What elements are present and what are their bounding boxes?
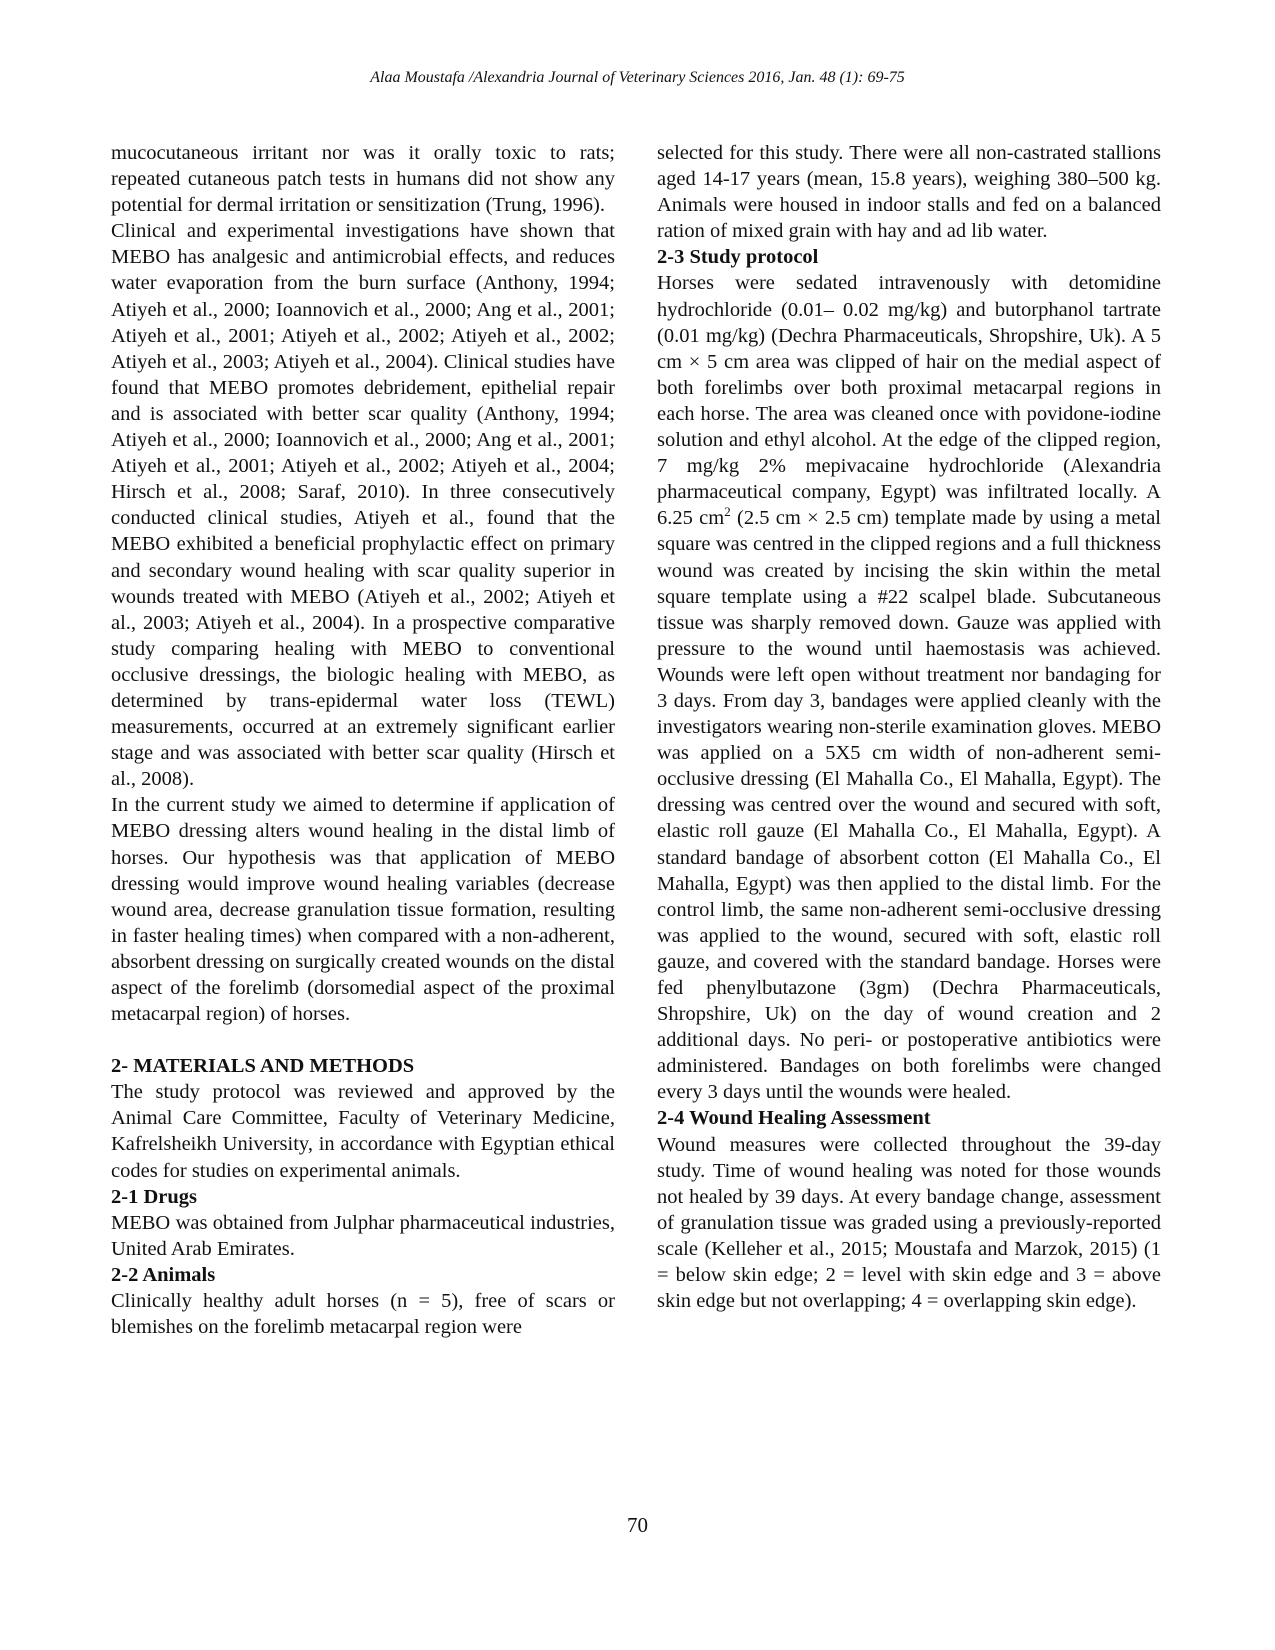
subheading-animals: 2-2 Animals xyxy=(111,1263,216,1286)
running-header: Alaa Moustafa /Alexandria Journal of Veterinary Sciences 2016, Jan. 48 (1): 69-75 xyxy=(370,69,905,86)
page-number: 70 xyxy=(627,1513,648,1537)
paragraph-methods-intro: The study protocol was reviewed and approved by the Animal Care Committee, Faculty of Veterinary Medicine, Kafrelsheikh University, in accordance with Egyptian ethical codes for studies on experimental animals. xyxy=(111,1081,615,1182)
section-heading-materials-methods: 2- MATERIALS AND METHODS xyxy=(111,1055,415,1078)
right-column xyxy=(657,140,1161,1314)
paragraph-clinical-investigations: Clinical and experimental investigations have shown that MEBO has analgesic and antimicrobial effects, and reduces water evaporation from the burn surface (Anthony, 1994; Atiyeh et al., 2000; Ioannovich et al., 2000; Ang et al., 2001; Atiyeh et al., 2001; Atiyeh et al., 2002; Atiyeh et al., 2002; Atiyeh et al., 2003; Atiyeh et al., 2004). Clinical studies have found that MEBO promotes debridement, epithelial repair and is associated with better scar quality (Anthony, 1994; Atiyeh et al., 2000; Ioannovich et al., 2000; Ang et al., 2001; Atiyeh et al., 2001; Atiyeh et al., 2002; Atiyeh et al., 2004; Hirsch et al., 2008; Saraf, 2010). In three consecutively conducted clinical studies, Atiyeh et al., found that the MEBO exhibited a beneficial prophylactic effect on primary and secondary wound healing with scar quality superior in wounds treated with MEBO (Atiyeh et al., 2002; Atiyeh et al., 2003; Atiyeh et al., 2004). In a prospective comparative study comparing healing with MEBO to conventional occlusive dressings, the biologic healing with MEBO, as determined by trans-epidermal water loss (TEWL) measurements, occurred at an extremely significant earlier stage and was associated with better scar quality (Hirsch et al., 2008). xyxy=(111,220,615,791)
protocol-text-part-b: (2.5 cm × 2.5 cm) template made by using a metal square was centred in the clipped regions and a full thickness wound was created by incising the skin within the metal square template using a #22 scalpel blade. Subcutaneous tissue was sharply removed down. Gauze was applied with pressure to the wound until haemostasis was achieved. Wounds were left open without treatment nor bandaging for 3 days. From day 3, bandages were applied cleanly with the investigators wearing non-sterile examination gloves. MEBO was applied on a 5X5 cm width of non-adherent semi-occlusive dressing (El Mahalla Co., El Mahalla, Egypt). The dressing was centred over the wound and secured with soft, elastic roll gauze (El Mahalla Co., El Mahalla, Egypt). A standard bandage of absorbent cotton (El Mahalla Co., El Mahalla, Egypt) was then applied to the distal limb. For the control limb, the same non-adherent semi-occlusive dressing was applied to the wound, secured with soft, elastic roll gauze, and covered with the standard bandage. Horses were fed phenylbutazone (3gm) (Dechra Pharmaceuticals, Shropshire, Uk) on the day of wound creation and 2 additional days. No peri- or postoperative antibiotics were administered. Bandages on both forelimbs were changed every 3 days until the wounds were healed. xyxy=(657,507,1161,1104)
paragraph-animals: Clinically healthy adult horses (n = 5), free of scars or blemishes on the forelimb metacarpal region were xyxy=(111,1290,615,1339)
subheading-drugs: 2-1 Drugs xyxy=(111,1185,197,1208)
section-spacer xyxy=(111,1027,615,1053)
paragraph-wound-assessment: Wound measures were collected throughout the 39-day study. Time of wound healing was noted for those wounds not healed by 39 days. At every bandage change, assessment of granulation tissue was graded using a previously-reported scale (Kelleher et al., 2015; Moustafa and Marzok, 2015) (1 = below skin edge; 2 = level with skin edge and 3 = above skin edge but not overlapping; 4 = overlapping skin edge). xyxy=(657,1133,1161,1313)
left-column xyxy=(111,140,615,1340)
protocol-text-part-a: Horses were sedated intravenously with detomidine hydrochloride (0.01– 0.02 mg/kg) and butorphanol tartrate (0.01 mg/kg) (Dechra Pharmaceuticals, Shropshire, Uk). A 5 cm × 5 cm area was clipped of hair on the medial aspect of both forelimbs over both proximal metacarpal regions in each horse. The area was cleaned once with povidone-iodine solution and ethyl alcohol. At the edge of the clipped region, 7 mg/kg 2% mepivacaine hydrochloride (Alexandria pharmaceutical company, Egypt) was infiltrated locally. A 6.25 cm xyxy=(657,272,1161,530)
paragraph-toxicity: mucocutaneous irritant nor was it orally toxic to rats; repeated cutaneous patch tests in humans did not show any potential for dermal irritation or sensitization (Trung, 1996). xyxy=(111,142,615,217)
paragraph-study-protocol xyxy=(657,270,1161,1105)
superscript-2: 2 xyxy=(724,504,731,520)
paragraph-animals-continued: selected for this study. There were all non-castrated stallions aged 14-17 years (mean, 15.8 years), weighing 380–500 kg. Animals were housed in indoor stalls and fed on a balanced ration of mixed grain with hay and ad lib water. xyxy=(657,142,1161,243)
subheading-wound-healing-assessment: 2-4 Wound Healing Assessment xyxy=(657,1107,931,1130)
paragraph-study-aim: In the current study we aimed to determine if application of MEBO dressing alters wound healing in the distal limb of horses. Our hypothesis was that application of MEBO dressing would improve wound healing variables (decrease wound area, decrease granulation tissue formation, resulting in faster healing times) when compared with a non-adherent, absorbent dressing on surgically created wounds on the distal aspect of the forelimb (dorsomedial aspect of the proximal metacarpal region) of horses. xyxy=(111,794,615,1026)
subheading-study-protocol: 2-3 Study protocol xyxy=(657,246,819,269)
paragraph-drugs: MEBO was obtained from Julphar pharmaceutical industries, United Arab Emirates. xyxy=(111,1211,615,1260)
